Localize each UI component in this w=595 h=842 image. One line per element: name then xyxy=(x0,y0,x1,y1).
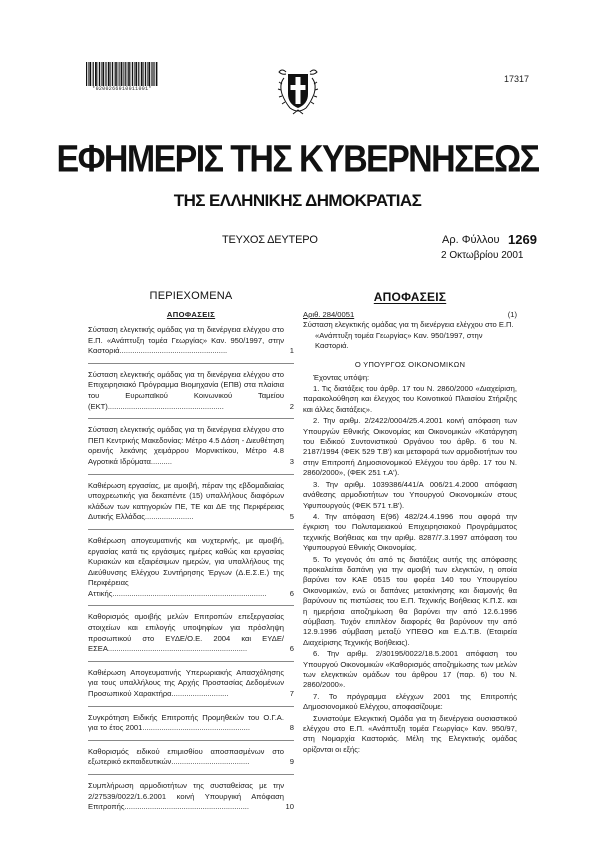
toc-divider xyxy=(88,661,294,662)
toc-item-page: 1 xyxy=(289,346,294,356)
toc-item-text: Καθορισμός αμοιβής μελών Επιτροπών επεξεργασίας στοιχείων και επιλογής υποψηφίων για πρόσληψη προσωπικού στο ΕΥΔΕ/Ο.Ε. 2004 και ΕΥΔΕ/ΕΣΕΑ.................................................................. xyxy=(88,612,284,654)
toc-item-page: 3 xyxy=(289,456,294,466)
toc-item-page: 8 xyxy=(289,723,294,733)
decision-paragraph: 5. Το γεγονός ότι από τις διατάξεις αυτής της απόφασης προκαλείται δαπάνη για την αμοιβή των ελεγκτών, η οποία βαρύνει τον ΚΑΕ 0515 του φορέα 140 του Υπουργείου Οικονομικών, ενώ οι δαπάνες μετακίνησης και διαμονής θα βαρύνουν τις πιστώσεις του Ε.Π. Τεχνικής Βοήθειας Κ.Π.Σ. και η ημερήσια αποζημίωση θα βαρύνει την από 12.6.1996 σύμβαση. Τυχόν επιπλέον διαφορές θα βαρύνουν την από 12.9.1996 σύμβαση μεταξύ ΥΠΕΘΟ και Ε.Δ.Τ.Β. (Εταιρεία Διαχείρισης Τεχνικής Βοήθειας). xyxy=(303,554,517,647)
decision-header xyxy=(303,310,517,320)
contents-column xyxy=(88,290,294,819)
minister-heading: Ο ΥΠΟΥΡΓΟΣ ΟΙΚΟΝΟΜΙΚΩΝ xyxy=(354,359,466,369)
decision-title: Σύσταση ελεγκτικής ομάδας για τη διενέργεια ελέγχου στο Ε.Π. «Ανάπτυξη τομέα Γεωργίας» Καν. 950/1997, στην Καστοριά. xyxy=(303,320,514,351)
toc-item[interactable] xyxy=(88,370,294,412)
decision-number: Αριθ. 284/0051 xyxy=(303,310,355,319)
toc-divider xyxy=(88,740,294,741)
page-number: 17317 xyxy=(504,74,530,84)
sheet-number: 1269 xyxy=(508,232,537,247)
decision-paragraph: 7. Το πρόγραμμα ελέγχων 2001 της Επιτροπής Δημοσιονομικού Ελέγχου, αποφασίζουμε: xyxy=(303,691,517,712)
decision-paragraph: 6. Την αριθμ. 2/30195/0022/18.5.2001 απόφαση του Υπουργού Οικονομικών «Καθορισμός αποζημίωσης των μελών των ελεγκτικών ομάδων του άρθρου 17 (παρ. 6) του Ν. 2860/2000». xyxy=(303,649,517,690)
toc-item[interactable] xyxy=(88,481,294,523)
gazette-title: ΕΦΗΜΕΡΙΣ ΤΗΣ ΚΥΒΕΡΝΗΣΕΩΣ xyxy=(56,137,539,181)
toc-item-text: Σύσταση ελεγκτικής ομάδας για τη διενέργεια ελέγχου στο ΠΕΠ Κεντρικής Μακεδονίας: Μέτρο 4.5 Δάση - Διευθέτηση ορεινής λεκάνης χειμάρρου Μορνικτίκου, Μέτρο 4.8 Αγροτικά Ιδρύματα.......... xyxy=(88,425,284,466)
sheet-label: Αρ. Φύλλου xyxy=(442,234,500,246)
greek-coat-of-arms-emblem xyxy=(276,66,320,118)
decision-paragraph: 4. Την απόφαση Ε(96) 482/24.4.1996 που αφορά την έγκριση του Πολυταμειακού Επιχειρησιακού Προγράμματος τεχνικής Βοήθειας και την αριθμ. 8287/7.3.1997 απόφαση του Υφυπουργού Εθνικής Οικονομίας. xyxy=(303,511,517,553)
toc-item-text: Καθιέρωση Απογευματινής Υπερωριακής Απασχόλησης για τους υπαλλήλους της Αρχής Προστασίας Δεδομένων Προσωπικού Χαρακτήρα........................... xyxy=(88,667,284,699)
toc-item-text: Σύσταση ελεγκτικής ομάδας για τη διενέργεια ελέγχου στο Ε.Π. «Ανάπτυξη τομέα Γεωργίας» Καν. 950/1997, στην Καστοριά................................................... xyxy=(88,325,284,356)
toc-item-page: 7 xyxy=(289,689,294,699)
toc-item[interactable] xyxy=(88,781,294,813)
toc-item-text: Καθιέρωση εργασίας, με αμοιβή, πέραν της εβδομαδιαίας υποχρεωτικής για δεκαπέντε (15) υπαλλήλους διαφόρων κλάδων των κατηγοριών ΠΕ, ΤΕ και ΔΕ της Περιφέρειας Δυτικής Ελλάδας....................... xyxy=(88,480,284,522)
barcode-graphic xyxy=(86,62,158,86)
toc-item-page: 10 xyxy=(285,802,294,812)
contents-section-heading: ΑΠΟΦΑΣΕΙΣ xyxy=(166,310,216,319)
toc-item[interactable] xyxy=(88,668,294,700)
toc-item-text: Καθορισμός ειδικού επιμισθίου αποσπασμένων στο εξωτερικό εκπαιδευτικών..................................... xyxy=(88,746,284,767)
toc-divider xyxy=(88,774,294,775)
decisions-heading: ΑΠΟΦΑΣΕΙΣ xyxy=(373,290,447,304)
toc-divider xyxy=(88,418,294,419)
toc-item-page: 2 xyxy=(289,401,294,411)
issue-series: ΤΕΥΧΟΣ ΔΕΥΤΕΡΟ xyxy=(222,234,318,246)
toc-item[interactable] xyxy=(88,612,294,654)
decision-paragraph: 3. Την αριθμ. 1039386/441/Α 006/21.4.2000 απόφαση ανάθεσης αρμοδιοτήτων του Υπουργού Οικονομικών στους Υφυπουργούς (ΦΕΚ 571 τ.Β'). xyxy=(303,479,517,510)
toc-item-text: Συγκρότηση Ειδικής Επιτροπής Προμηθειών του Ο.Γ.Α. για το έτος 2001................................................... xyxy=(88,712,284,733)
decision-paragraph: 1. Τις διατάξεις του άρθρ. 17 του Ν. 2860/2000 «Διαχείριση, παρακολούθηση και έλεγχος του Κοινοτικού Πλαισίου Στήριξης και άλλες διατάξεις». xyxy=(303,384,517,414)
toc-item[interactable] xyxy=(88,747,294,768)
decision-paragraph: 2. Την αριθμ. 2/2422/0004/25.4.2001 κοινή απόφαση των Υπουργών Εθνικής Οικονομίας και Οικονομικών «Κατάργηση του Ειδικού Συντονιστικού Οργάνου του άρθρ. 6 του Ν. 2187/1994 (ΦΕΚ 529 Τ.Β') και μεταφορά των αρμοδιοτήτων του στην Επιτροπή Δημοσιονομικού Ελέγχου του άρθρ. 17 του Ν. 2860/2000», (ΦΕΚ 251 τ.Α'). xyxy=(303,416,517,478)
considering-text: Έχοντας υπόψη: xyxy=(313,372,370,382)
toc-item-text: Σύσταση ελεγκτικής ομάδας για τη διενέργεια ελέγχου στο Επιχειρησιακό Πρόγραμμα Βιομηχανία (ΕΠΒ) στα πλαίσια του Ευρωπαϊκού Κοινωνικού Ταμείου (ΕΚΤ)....................................................... xyxy=(88,369,284,411)
issue-date: 2 Οκτωβρίου 2001 xyxy=(441,250,524,261)
toc-divider xyxy=(88,706,294,707)
toc-item-page: 5 xyxy=(289,512,294,522)
toc-item[interactable] xyxy=(88,713,294,734)
toc-divider xyxy=(88,529,294,530)
toc-divider xyxy=(88,474,294,475)
toc-item-page: 6 xyxy=(289,644,294,654)
decisions-column xyxy=(303,290,517,756)
toc-divider xyxy=(88,605,294,606)
toc-item[interactable] xyxy=(88,325,294,357)
toc-item[interactable] xyxy=(88,425,294,467)
barcode xyxy=(86,62,158,92)
barcode-text: *0200266910011001* xyxy=(92,86,152,92)
toc-item[interactable] xyxy=(88,536,294,600)
contents-heading: ΠΕΡΙΕΧΟΜΕΝΑ xyxy=(149,290,233,302)
toc-item-text: Συμπλήρωση αρμοδιοτήτων της συσταθείσας με την 2/27539/0022/1.6.2001 κοινή Υπουργική Απόφαση Επιτροπής........................................................... xyxy=(88,781,284,812)
toc-item-page: 9 xyxy=(289,757,294,767)
toc-item-page: 6 xyxy=(289,588,294,598)
decision-ref: (1) xyxy=(507,310,517,319)
decision-paragraph: Συνιστούμε Ελεγκτική Ομάδα για τη διενέργεια ουσιαστικού ελέγχου στο Ε.Π. «Ανάπτυξη τομέα Γεωργίας» Καν. 950/97, στη Νομαρχία Καστοριάς. Μέλη της Ελεγκτικής ομάδας ορίζονται οι εξής: xyxy=(303,713,517,754)
toc-divider xyxy=(88,363,294,364)
gazette-subtitle: ΤΗΣ ΕΛΛΗΝΙΚΗΣ ΔΗΜΟΚΡΑΤΙΑΣ xyxy=(173,191,422,210)
toc-item-text: Καθιέρωση απογευματινής και νυχτερινής, με αμοιβή, εργασίας κατά τις εργάσιμες ημέρες καθώς και εργασίας Κυριακών και εξαιρέσιμων ημερών, για υπαλλήλους της Διεύθυνσης Ελέγχου Συντήρησης Έργων (Δ.Ε.Σ.Ε.) της Περιφέρειας Αττικής......................................................................... xyxy=(88,535,284,598)
